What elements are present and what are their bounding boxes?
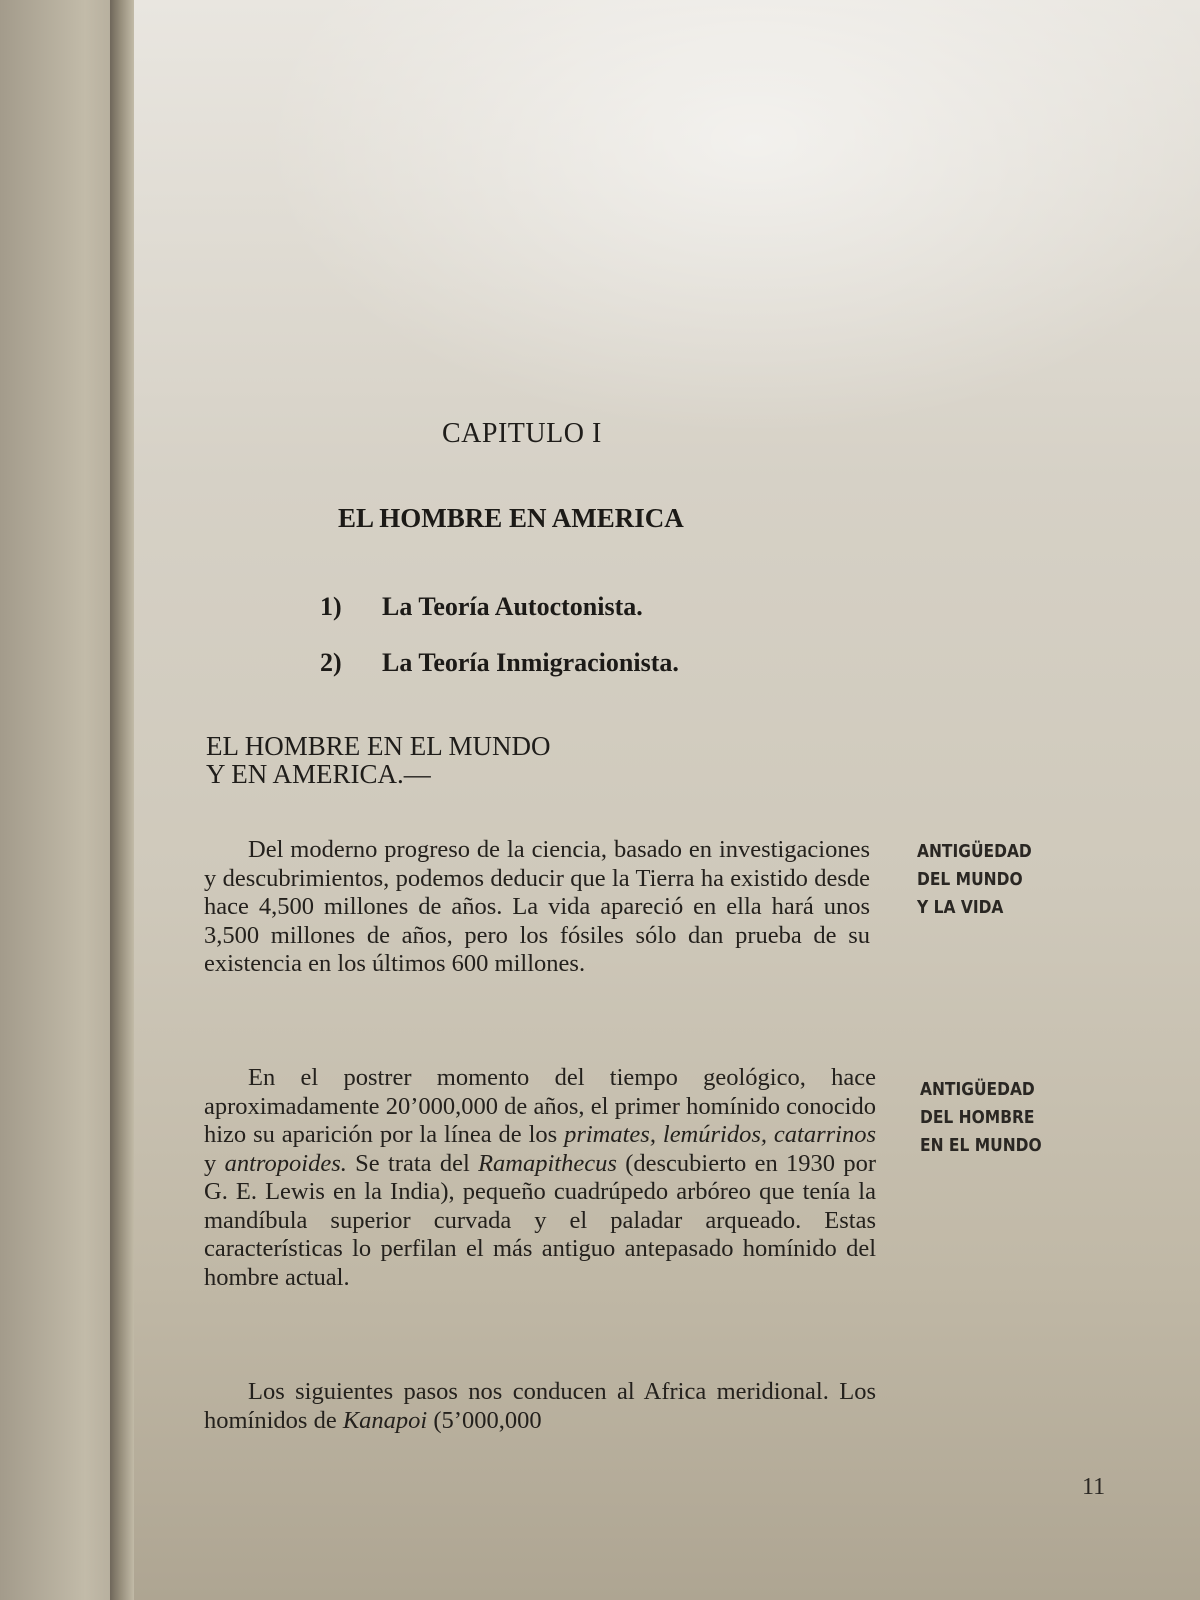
chapter-topic-1 — [320, 592, 643, 622]
topic-text: La Teoría Inmigracionista. — [382, 648, 679, 677]
paragraph-2 — [204, 1064, 876, 1292]
topic-number: 1) — [320, 592, 342, 621]
margin-note-line: Y LA VIDA — [917, 897, 1004, 918]
book-gutter — [110, 0, 136, 1600]
italic-term: primates, lemúridos, catarrinos — [564, 1121, 877, 1148]
chapter-topic-2 — [320, 648, 679, 678]
margin-note-line: DEL MUNDO — [917, 869, 1023, 890]
italic-term: Ramapithecus — [478, 1149, 617, 1177]
paragraph-3 — [204, 1378, 876, 1435]
margin-note-1 — [917, 838, 1032, 922]
paragraph-1: Del moderno progreso de la ciencia, basado en investigaciones y descubrimientos, podemos deducir que la Tierra ha existido desde hace 4,500 millones de años. La vida apareció en ella hará unos 3,500 millones de años, pero los fósiles sólo dan prueba de su existencia en los últimos 600 millones. — [204, 836, 870, 977]
section-heading — [206, 732, 550, 788]
book-page — [134, 0, 1200, 1600]
left-page-edge — [0, 0, 122, 1600]
margin-note-line: DEL HOMBRE — [920, 1107, 1035, 1128]
margin-note-line: ANTIGÜEDAD — [920, 1079, 1035, 1100]
margin-note-line: ANTIGÜEDAD — [917, 841, 1032, 862]
paragraph-text: En el postrer momento del tiempo geológico, hace aproximadamente 20’000,000 de años, el primer homínido conocido hizo su aparición por la línea de los — [204, 1064, 876, 1148]
page-number: 11 — [1082, 1474, 1106, 1500]
paragraph-text: Los siguientes pasos nos conducen al Africa meridional. Los homínidos de — [204, 1378, 876, 1434]
topic-text: La Teoría Autoctonista. — [382, 592, 643, 621]
chapter-title: EL HOMBRE EN AMERICA — [338, 503, 684, 533]
italic-term: antropoides. — [224, 1149, 347, 1177]
topic-number: 2) — [320, 648, 342, 677]
italic-term: Kanapoi — [342, 1406, 428, 1434]
paragraph-text: y — [204, 1149, 225, 1177]
paragraph-text: (descubierto en 1930 por G. E. Lewis en la India), pequeño cuadrúpedo arbóreo que tenía la mandíbula superior curvada y el paladar arqueado. Estas características lo perfilan el más antiguo antepasado homínido del hombre actual. — [204, 1149, 877, 1291]
section-heading-line-2: Y EN AMERICA.— — [206, 759, 431, 789]
margin-note-line: EN EL MUNDO — [920, 1135, 1042, 1156]
paragraph-text: Se trata del — [346, 1149, 479, 1177]
chapter-label: CAPITULO I — [442, 418, 602, 449]
section-heading-line-1: EL HOMBRE EN EL MUNDO — [206, 731, 551, 761]
paragraph-text: (5’000,000 — [427, 1406, 542, 1434]
margin-note-2 — [920, 1076, 1042, 1160]
